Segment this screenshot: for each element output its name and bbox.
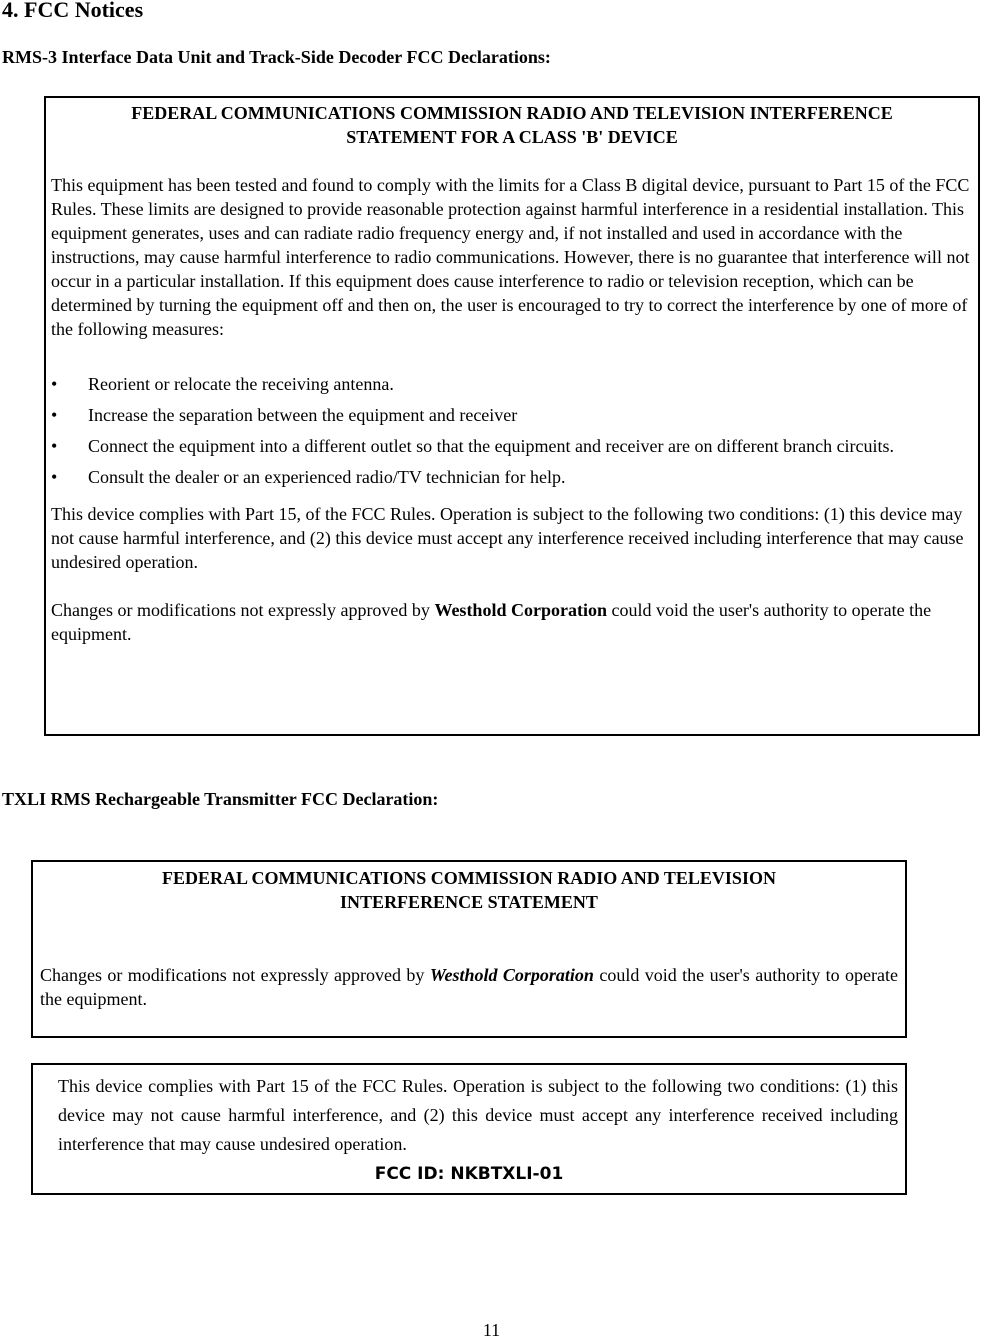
txli-box-title-line-1: FEDERAL COMMUNICATIONS COMMISSION RADIO AND TELEVISION <box>162 868 776 888</box>
page-number: 11 <box>482 1320 501 1340</box>
list-item: • Reorient or relocate the receiving antenna. <box>51 369 973 400</box>
txli-heading: TXLI RMS Rechargeable Transmitter FCC Declaration: <box>2 789 439 809</box>
txli-box-title-line-2: INTERFERENCE STATEMENT <box>340 892 598 912</box>
rms-box-title <box>51 101 973 149</box>
bullet-icon: • <box>51 436 58 456</box>
txli-changes-paragraph: Changes or modifications not expressly approved by Westhold Corporation could void the user's authority to operate the equipment. <box>40 965 898 1009</box>
rms-box-title-line-1: FEDERAL COMMUNICATIONS COMMISSION RADIO AND TELEVISION INTERFERENCE <box>131 103 893 123</box>
rms-heading: RMS-3 Interface Data Unit and Track-Side Decoder FCC Declarations: <box>2 47 551 67</box>
txli-compliance-box <box>31 1063 907 1195</box>
rms-box-title-line-2: STATEMENT FOR A CLASS 'B' DEVICE <box>346 127 678 147</box>
list-item: • Consult the dealer or an experienced radio/TV technician for help. <box>51 462 973 493</box>
list-item: • Increase the separation between the equipment and receiver <box>51 400 973 431</box>
rms-fcc-statement-box <box>44 96 980 736</box>
rms-measures-list <box>51 369 973 493</box>
txli-fcc-statement-box <box>31 860 907 1038</box>
fcc-id: FCC ID: NKBTXLI-01 <box>374 1164 564 1184</box>
rms-intro-paragraph: This equipment has been tested and found to comply with the limits for a Class B digital device, pursuant to Part 15 of the FCC Rules. These limits are designed to provide reasonable protection against harmful interference in a residential installation. This equipment generates, uses and can radiate radio frequency energy and, if not installed and used in accordance with the instructions, may cause harmful interference to radio communications. However, there is no guarantee that interference will not occur in a particular installation. If this equipment does cause interference to radio or television reception, which can be determined by turning the equipment off and then on, the user is encouraged to try to correct the interference by one of more of the following measures: <box>51 175 970 339</box>
company-name: Westhold Corporation <box>434 600 607 620</box>
bullet-icon: • <box>51 405 58 425</box>
list-item: • Connect the equipment into a different outlet so that the equipment and receiver are on different branch circuits. <box>51 431 973 462</box>
rms-changes-paragraph: Changes or modifications not expressly approved by Westhold Corporation could void the user's authority to operate the equipment. <box>51 600 932 644</box>
section-title: 4. FCC Notices <box>2 0 144 22</box>
txli-compliance-paragraph: This device complies with Part 15 of the FCC Rules. Operation is subject to the following two conditions: (1) this device may not cause harmful interference, and (2) this device must accept any interference received including interference that may cause undesired operation. <box>58 1076 898 1154</box>
rms-compliance-paragraph: This device complies with Part 15, of the FCC Rules. Operation is subject to the following two conditions: (1) this device may not cause harmful interference, and (2) this device must accept any interference received including interference that may cause undesired operation. <box>51 504 964 572</box>
company-name: Westhold Corporation <box>429 965 594 985</box>
bullet-icon: • <box>51 374 58 394</box>
txli-box-title <box>40 866 898 914</box>
bullet-icon: • <box>51 467 58 487</box>
